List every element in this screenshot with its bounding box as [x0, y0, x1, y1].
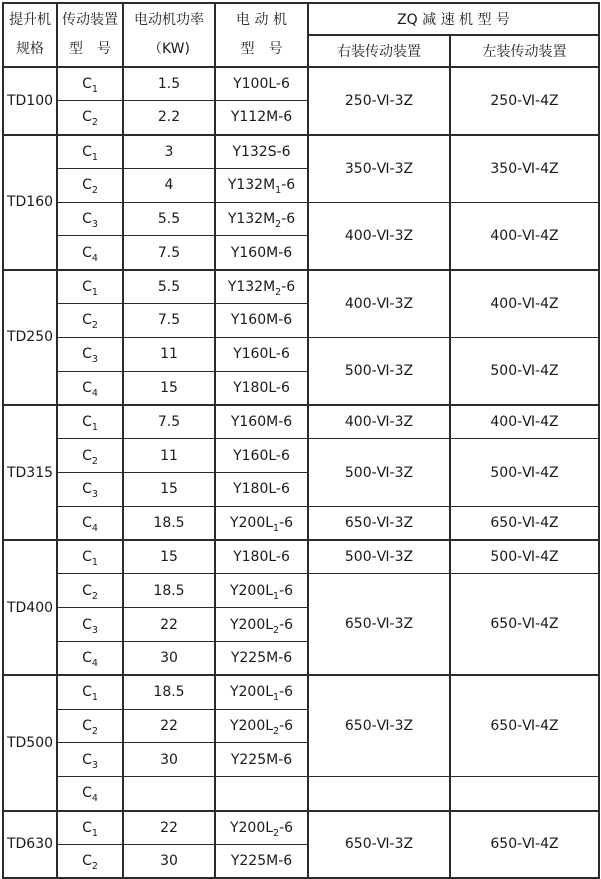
hoist-motor-reducer-spec-table — [2, 2, 600, 879]
hoist-spec-cell — [3, 811, 57, 879]
drive-model-cell — [57, 675, 123, 709]
reducer-left-cell-text: 350-Ⅵ-4Z — [490, 160, 559, 177]
drive-model-cell-text: C — [82, 244, 92, 261]
motor-model-cell — [215, 168, 308, 202]
reducer-left-cell — [450, 202, 599, 270]
motor-power-cell — [123, 675, 215, 709]
reducer-right-cell — [308, 506, 450, 540]
hoist-spec-cell — [3, 405, 57, 540]
motor-power-cell-text: 7.5 — [157, 312, 181, 329]
motor-model-cell-text: -6 — [281, 177, 296, 194]
motor-power-cell-text: 11 — [160, 346, 178, 363]
motor-model-cell-text: -6 — [279, 616, 294, 633]
motor-power-cell-text: 7.5 — [157, 414, 181, 431]
motor-model-cell — [215, 304, 308, 338]
reducer-left-cell — [450, 675, 599, 776]
motor-power-cell — [123, 405, 215, 439]
motor-power-cell-text: 30 — [160, 852, 178, 869]
motor-model-cell — [215, 101, 308, 135]
motor-power-cell — [123, 337, 215, 371]
reducer-left-cell-text: 400-Ⅵ-4Z — [490, 295, 559, 312]
header-reducer-right-label: 右装传动装置 — [337, 44, 421, 60]
motor-power-cell-text: 7.5 — [157, 244, 181, 261]
motor-power-cell-text: 1.5 — [157, 76, 181, 93]
header-reducer-group — [308, 3, 599, 35]
reducer-left-cell — [450, 506, 599, 540]
drive-model-cell — [57, 811, 123, 845]
motor-model-cell-text: Y160L-6 — [233, 346, 290, 363]
motor-power-cell — [123, 304, 215, 338]
drive-model-cell-text: C — [82, 481, 92, 498]
motor-model-cell — [215, 270, 308, 304]
motor-model-cell — [215, 439, 308, 473]
motor-power-cell — [123, 67, 215, 101]
motor-power-cell-text: 22 — [160, 819, 178, 836]
reducer-right-cell-text: 400-Ⅵ-3Z — [344, 227, 414, 244]
drive-model-cell — [57, 439, 123, 473]
motor-model-cell-text: -6 — [279, 718, 294, 735]
header-drive-model-line2: 型 号 — [69, 41, 111, 57]
reducer-left-cell — [450, 337, 599, 405]
header-motor-model — [215, 3, 308, 67]
motor-model-cell-text: 1 — [273, 590, 280, 602]
motor-model-cell — [215, 371, 308, 405]
motor-power-cell-text: 4 — [164, 177, 174, 194]
motor-model-cell — [215, 811, 308, 845]
table-row — [3, 506, 599, 540]
drive-model-cell — [57, 506, 123, 540]
table-row — [3, 574, 599, 608]
motor-model-cell-text: Y160M-6 — [230, 312, 293, 329]
motor-model-cell-text: Y200L — [229, 582, 274, 599]
table-row — [3, 270, 599, 304]
header-motor-model-line2: 型 号 — [240, 41, 283, 57]
drive-model-cell — [57, 236, 123, 270]
drive-model-cell-text: C — [82, 211, 92, 228]
motor-model-cell-text: 2 — [275, 218, 282, 230]
motor-power-cell-text: 2.2 — [157, 109, 181, 126]
motor-power-cell-text: 11 — [160, 447, 178, 464]
motor-model-cell-text: Y160M-6 — [230, 414, 293, 431]
drive-model-cell-text: 3 — [91, 759, 98, 771]
reducer-left-cell — [450, 439, 599, 507]
drive-model-cell — [57, 202, 123, 236]
drive-model-cell-text: C — [82, 346, 92, 363]
drive-model-cell-text: 2 — [91, 590, 98, 602]
motor-model-cell — [215, 675, 308, 709]
hoist-spec-cell-text: TD630 — [6, 836, 54, 853]
motor-model-cell-text: 2 — [273, 725, 280, 737]
motor-model-cell — [215, 642, 308, 676]
motor-model-cell-text: Y160L-6 — [233, 447, 290, 464]
reducer-right-cell — [308, 337, 450, 405]
motor-model-cell — [215, 540, 308, 574]
motor-power-cell — [123, 608, 215, 642]
motor-power-cell-text: 22 — [160, 718, 178, 735]
motor-model-cell — [215, 709, 308, 743]
reducer-right-cell — [308, 135, 450, 203]
drive-model-cell-text: 2 — [91, 320, 98, 332]
motor-model-cell-text: -6 — [281, 211, 296, 228]
hoist-spec-cell-text: TD160 — [6, 194, 54, 211]
drive-model-cell-text: 2 — [91, 455, 98, 467]
reducer-right-cell-text: 350-Ⅵ-3Z — [344, 160, 414, 177]
drive-model-cell-text: 1 — [91, 557, 98, 569]
hoist-spec-cell-text: TD250 — [6, 329, 54, 346]
motor-model-cell-text: 2 — [273, 827, 280, 839]
motor-model-cell-text: Y132M — [227, 177, 276, 194]
header-motor-power-line2: （KW) — [148, 41, 190, 57]
drive-model-cell-text: 1 — [91, 151, 98, 163]
drive-model-cell — [57, 709, 123, 743]
motor-model-cell-text: Y112M-6 — [230, 109, 293, 126]
motor-power-cell — [123, 574, 215, 608]
motor-power-cell — [123, 202, 215, 236]
reducer-left-cell-text: 500-Ⅵ-4Z — [490, 464, 559, 481]
motor-power-cell — [123, 270, 215, 304]
motor-model-cell-text: -6 — [279, 819, 294, 836]
table-row — [3, 777, 599, 811]
reducer-right-cell-text: 650-Ⅵ-3Z — [344, 515, 414, 531]
drive-model-cell — [57, 270, 123, 304]
hoist-spec-cell — [3, 135, 57, 270]
motor-power-cell-text: 18.5 — [153, 582, 185, 599]
motor-power-cell-text: 5.5 — [157, 211, 181, 228]
drive-model-cell — [57, 574, 123, 608]
motor-power-cell — [123, 844, 215, 878]
motor-model-cell-text: 2 — [273, 624, 280, 636]
motor-model-cell — [215, 844, 308, 878]
drive-model-cell-text: 4 — [91, 793, 98, 805]
hoist-spec-cell — [3, 270, 57, 405]
reducer-right-cell — [308, 439, 450, 507]
header-reducer-group-label: ZQ 减 速 机 型 号 — [397, 12, 510, 28]
motor-power-cell — [123, 642, 215, 676]
reducer-left-cell-text: 650-Ⅵ-4Z — [490, 515, 559, 531]
motor-model-cell-text: Y180L-6 — [233, 549, 290, 566]
reducer-right-cell — [308, 540, 450, 574]
reducer-right-cell — [308, 574, 450, 675]
drive-model-cell-text: C — [82, 515, 92, 531]
reducer-left-cell-text: 250-Ⅵ-4Z — [490, 92, 559, 109]
drive-model-cell-text: 2 — [91, 117, 98, 129]
header-drive-model — [57, 3, 123, 67]
drive-model-cell-text: 4 — [91, 252, 98, 264]
reducer-right-cell — [308, 202, 450, 270]
motor-power-cell-text: 18.5 — [153, 515, 185, 531]
drive-model-cell-text: C — [82, 751, 92, 768]
drive-model-cell-text: 2 — [91, 725, 98, 737]
table-row — [3, 811, 599, 845]
header-drive-model-line1: 传动装置 — [62, 12, 118, 28]
motor-power-cell — [123, 743, 215, 777]
motor-power-cell — [123, 168, 215, 202]
drive-model-cell — [57, 608, 123, 642]
drive-model-cell-text: C — [82, 650, 92, 667]
motor-model-cell — [215, 574, 308, 608]
drive-model-cell-text: 3 — [91, 218, 98, 230]
drive-model-cell-text: C — [82, 414, 92, 431]
motor-model-cell — [215, 777, 308, 811]
header-reducer-left-label: 左装传动装置 — [482, 44, 567, 60]
reducer-left-cell — [450, 811, 599, 879]
drive-model-cell-text: 3 — [91, 489, 98, 501]
hoist-spec-cell — [3, 67, 57, 135]
reducer-right-cell-text: 650-Ⅵ-3Z — [344, 718, 414, 735]
motor-model-cell-text: -6 — [279, 684, 294, 701]
hoist-spec-cell-text: TD100 — [6, 92, 54, 109]
reducer-left-cell-text: 650-Ⅵ-4Z — [490, 616, 559, 633]
drive-model-cell — [57, 642, 123, 676]
motor-model-cell-text: 1 — [273, 692, 280, 704]
drive-model-cell — [57, 304, 123, 338]
motor-power-cell — [123, 506, 215, 540]
drive-model-cell-text: 3 — [91, 354, 98, 366]
reducer-right-cell — [308, 675, 450, 776]
reducer-right-cell — [308, 777, 450, 811]
drive-model-cell-text: C — [82, 582, 92, 599]
drive-model-cell-text: C — [82, 278, 92, 295]
motor-power-cell — [123, 439, 215, 473]
motor-model-cell — [215, 743, 308, 777]
drive-model-cell-text: C — [82, 549, 92, 566]
header-motor-power-line1: 电动机功率 — [134, 12, 204, 28]
drive-model-cell — [57, 743, 123, 777]
motor-model-cell-text: 1 — [273, 522, 280, 534]
table-header — [3, 3, 599, 67]
motor-model-cell-text: -6 — [279, 582, 294, 599]
hoist-spec-cell — [3, 675, 57, 810]
motor-model-cell-text: Y200L — [229, 684, 274, 701]
motor-power-cell — [123, 473, 215, 507]
motor-model-cell-text: Y180L-6 — [233, 379, 290, 396]
drive-model-cell-text: C — [82, 785, 92, 802]
motor-power-cell — [123, 811, 215, 845]
motor-model-cell-text: Y200L — [229, 718, 274, 735]
drive-model-cell-text: C — [82, 109, 92, 126]
drive-model-cell-text: 4 — [91, 522, 98, 534]
reducer-left-cell — [450, 540, 599, 574]
reducer-right-cell-text: 400-Ⅵ-3Z — [344, 414, 414, 431]
motor-power-cell-text: 30 — [160, 751, 178, 768]
reducer-left-cell-text: 650-Ⅵ-4Z — [490, 718, 559, 735]
reducer-left-cell — [450, 135, 599, 203]
reducer-right-cell-text: 500-Ⅵ-3Z — [344, 549, 414, 566]
drive-model-cell-text: C — [82, 177, 92, 194]
motor-power-cell-text: 5.5 — [157, 278, 181, 295]
drive-model-cell-text: C — [82, 312, 92, 329]
reducer-left-cell-text: 400-Ⅵ-4Z — [490, 414, 559, 431]
drive-model-cell-text: C — [82, 852, 92, 869]
motor-model-cell — [215, 135, 308, 169]
reducer-left-cell — [450, 270, 599, 338]
reducer-right-cell — [308, 67, 450, 135]
motor-model-cell — [215, 67, 308, 101]
reducer-right-cell-text: 500-Ⅵ-3Z — [344, 362, 414, 379]
motor-power-cell — [123, 709, 215, 743]
motor-model-cell-text: Y180L-6 — [233, 481, 290, 498]
reducer-left-cell — [450, 777, 599, 811]
drive-model-cell — [57, 540, 123, 574]
reducer-right-cell — [308, 811, 450, 879]
motor-power-cell-text: 30 — [160, 650, 178, 667]
drive-model-cell-text: 2 — [91, 185, 98, 197]
motor-model-cell-text: Y200L — [229, 515, 274, 531]
drive-model-cell-text: C — [82, 143, 92, 160]
reducer-left-cell — [450, 405, 599, 439]
reducer-right-cell-text: 650-Ⅵ-3Z — [344, 836, 414, 853]
drive-model-cell-text: C — [82, 684, 92, 701]
motor-model-cell — [215, 405, 308, 439]
hoist-spec-cell-text: TD500 — [6, 734, 54, 751]
motor-power-cell — [123, 236, 215, 270]
motor-model-cell-text: Y225M-6 — [230, 650, 293, 667]
motor-model-cell-text: Y225M-6 — [230, 852, 293, 869]
motor-model-cell-text: Y200L — [229, 616, 274, 633]
motor-model-cell — [215, 473, 308, 507]
motor-power-cell-text: 15 — [160, 481, 178, 498]
header-hoist-spec-line1: 提升机 — [9, 12, 51, 28]
drive-model-cell — [57, 473, 123, 507]
drive-model-cell — [57, 844, 123, 878]
motor-model-cell — [215, 337, 308, 371]
drive-model-cell-text: 4 — [91, 657, 98, 669]
drive-model-cell — [57, 101, 123, 135]
reducer-left-cell-text: 500-Ⅵ-4Z — [490, 362, 559, 379]
header-hoist-spec — [3, 3, 57, 67]
drive-model-cell-text: C — [82, 76, 92, 93]
motor-model-cell-text: -6 — [279, 515, 294, 531]
reducer-left-cell-text: 400-Ⅵ-4Z — [490, 227, 559, 244]
drive-model-cell — [57, 337, 123, 371]
reducer-left-cell-text: 650-Ⅵ-4Z — [490, 836, 559, 853]
table-row — [3, 202, 599, 236]
drive-model-cell-text: 4 — [91, 387, 98, 399]
motor-power-cell-text: 15 — [160, 379, 178, 396]
drive-model-cell — [57, 405, 123, 439]
motor-power-cell — [123, 135, 215, 169]
header-reducer-right — [308, 35, 450, 67]
drive-model-cell-text: C — [82, 819, 92, 836]
hoist-spec-cell-text: TD315 — [6, 464, 54, 481]
motor-model-cell-text: Y132M — [227, 211, 276, 228]
reducer-right-cell-text: 650-Ⅵ-3Z — [344, 616, 414, 633]
motor-model-cell-text: Y160M-6 — [230, 244, 293, 261]
header-hoist-spec-line2: 规格 — [16, 41, 44, 57]
motor-power-cell-text: 22 — [160, 616, 178, 633]
drive-model-cell-text: 1 — [91, 286, 98, 298]
drive-model-cell-text: 1 — [91, 421, 98, 433]
hoist-spec-cell-text: TD400 — [6, 599, 54, 616]
motor-model-cell — [215, 506, 308, 540]
header-motor-model-line1: 电 动 机 — [236, 12, 287, 28]
motor-model-cell-text: Y100L-6 — [233, 76, 290, 93]
motor-model-cell — [215, 202, 308, 236]
table-row — [3, 675, 599, 709]
motor-model-cell-text: Y132M — [227, 278, 276, 295]
reducer-left-cell-text: 500-Ⅵ-4Z — [490, 549, 559, 566]
table-row — [3, 405, 599, 439]
motor-power-cell — [123, 777, 215, 811]
motor-power-cell — [123, 371, 215, 405]
motor-model-cell-text: 1 — [275, 185, 282, 197]
reducer-left-cell — [450, 574, 599, 675]
motor-power-cell-text: 15 — [160, 549, 178, 566]
motor-model-cell-text: 2 — [275, 286, 282, 298]
drive-model-cell-text: C — [82, 379, 92, 396]
motor-model-cell-text: Y132S-6 — [232, 143, 291, 160]
motor-power-cell — [123, 540, 215, 574]
drive-model-cell — [57, 135, 123, 169]
table-row — [3, 439, 599, 473]
motor-model-cell-text: Y200L — [229, 819, 274, 836]
reducer-right-cell — [308, 405, 450, 439]
motor-model-cell — [215, 608, 308, 642]
table-row — [3, 135, 599, 169]
motor-power-cell-text: 18.5 — [153, 684, 185, 701]
reducer-left-cell — [450, 67, 599, 135]
drive-model-cell-text: 1 — [91, 83, 98, 95]
drive-model-cell — [57, 371, 123, 405]
motor-model-cell-text: -6 — [281, 278, 296, 295]
motor-model-cell-text: Y225M-6 — [230, 751, 293, 768]
motor-model-cell — [215, 236, 308, 270]
motor-power-cell-text: 3 — [164, 143, 174, 160]
drive-model-cell-text: C — [82, 616, 92, 633]
reducer-right-cell-text: 250-Ⅵ-3Z — [344, 92, 414, 109]
drive-model-cell — [57, 168, 123, 202]
reducer-right-cell-text: 500-Ⅵ-3Z — [344, 464, 414, 481]
drive-model-cell — [57, 67, 123, 101]
header-reducer-left — [450, 35, 599, 67]
table-row — [3, 540, 599, 574]
drive-model-cell-text: 2 — [91, 860, 98, 872]
hoist-spec-cell — [3, 540, 57, 675]
drive-model-cell-text: C — [82, 447, 92, 464]
drive-model-cell-text: 3 — [91, 624, 98, 636]
drive-model-cell — [57, 777, 123, 811]
drive-model-cell-text: 1 — [91, 692, 98, 704]
drive-model-cell-text: C — [82, 718, 92, 735]
reducer-right-cell-text: 400-Ⅵ-3Z — [344, 295, 414, 312]
table-body — [3, 67, 599, 878]
table-row — [3, 67, 599, 101]
header-motor-power — [123, 3, 215, 67]
drive-model-cell-text: 1 — [91, 827, 98, 839]
motor-power-cell — [123, 101, 215, 135]
table-row — [3, 337, 599, 371]
reducer-right-cell — [308, 270, 450, 338]
